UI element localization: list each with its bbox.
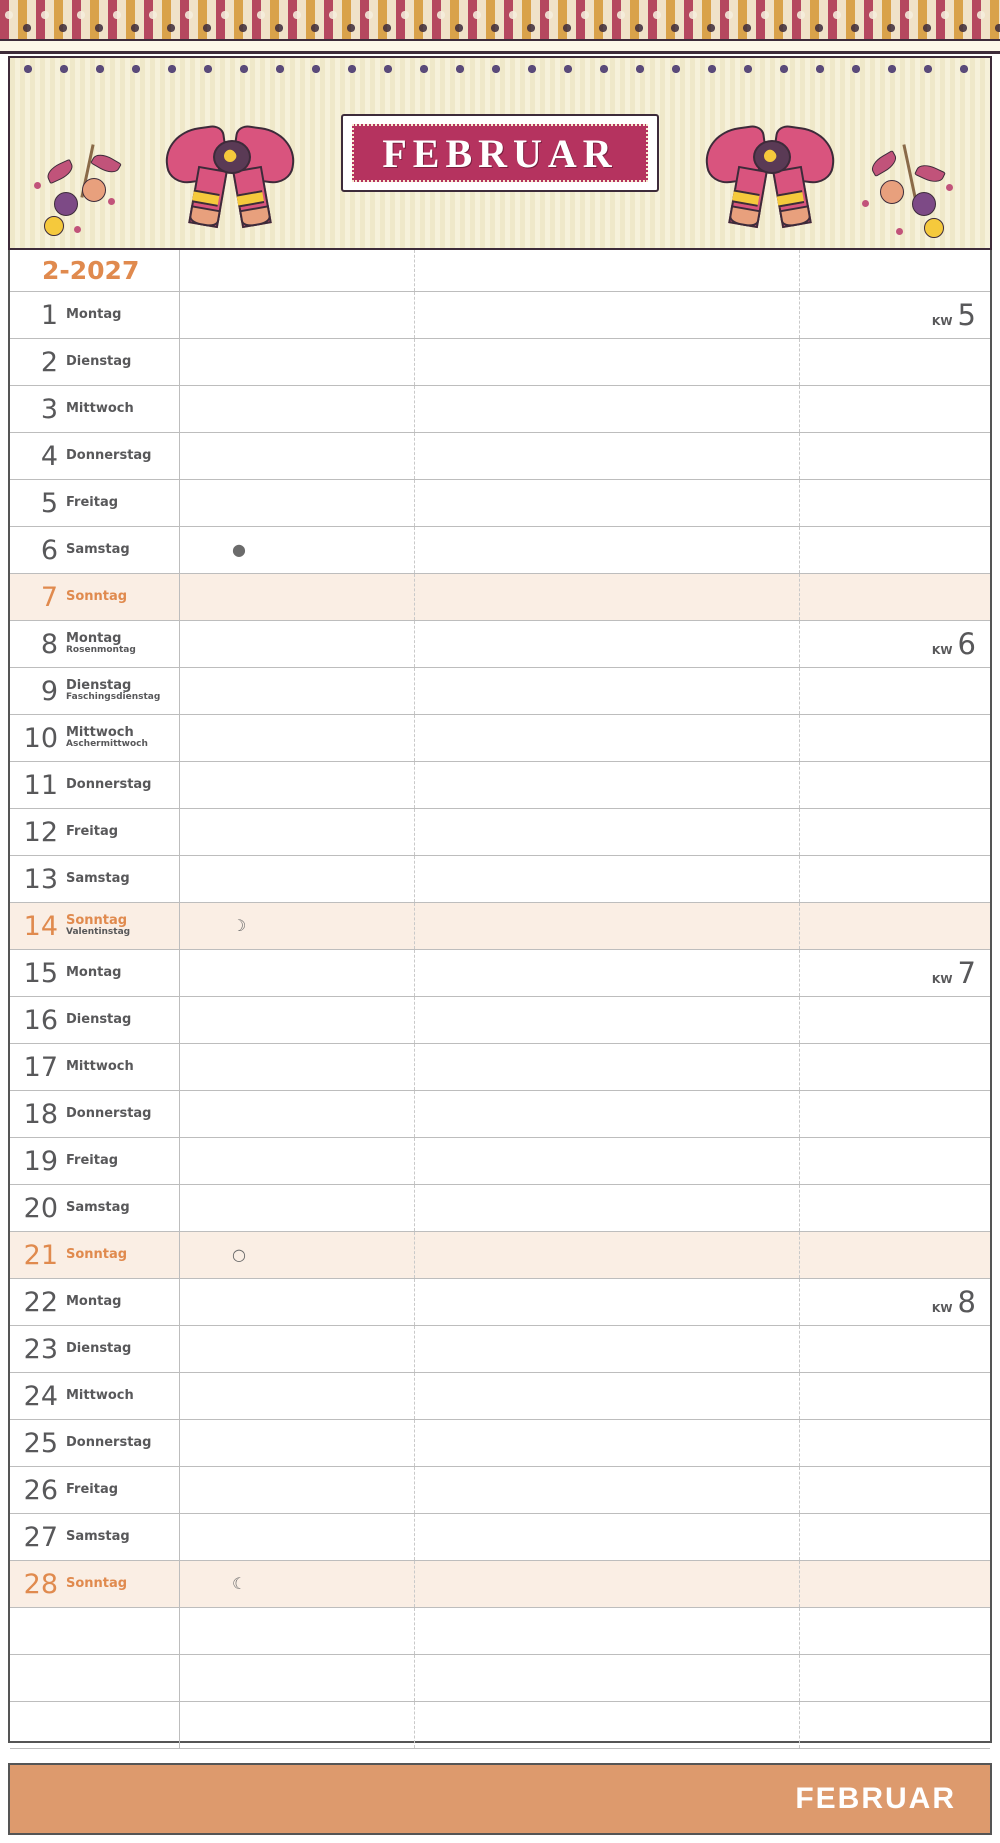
weekday-label: Mittwoch <box>66 1059 134 1075</box>
day-row <box>10 574 990 621</box>
notes-column-1[interactable] <box>180 1467 415 1513</box>
day-cell <box>10 1279 180 1325</box>
day-number: 21 <box>23 1239 58 1271</box>
day-number: 4 <box>40 440 58 472</box>
notes-column-2[interactable] <box>415 1044 800 1090</box>
day-number: 23 <box>23 1333 58 1365</box>
notes-column-3[interactable] <box>800 809 990 855</box>
notes-column-3[interactable] <box>800 1091 990 1137</box>
notes-column-3[interactable] <box>800 1420 990 1466</box>
day-number: 5 <box>40 487 58 519</box>
day-cell <box>10 1702 180 1748</box>
weekday-label: Montag <box>66 631 122 647</box>
notes-column-2[interactable] <box>415 339 800 385</box>
day-labels <box>66 590 127 604</box>
wave-divider <box>0 39 1000 51</box>
notes-column-2[interactable] <box>415 1514 800 1560</box>
weekday-label: Dienstag <box>66 1341 132 1357</box>
day-number: 28 <box>23 1568 58 1600</box>
day-row <box>10 1326 990 1373</box>
day-number: 15 <box>23 957 58 989</box>
blank-row <box>10 1608 990 1655</box>
notes-column-3[interactable] <box>800 339 990 385</box>
day-cell <box>10 292 180 338</box>
weekday-label: Montag <box>66 1294 122 1310</box>
day-cell <box>10 1373 180 1419</box>
day-cell <box>10 386 180 432</box>
notes-column-1[interactable] <box>180 292 415 338</box>
weekday-label: Donnerstag <box>66 1106 152 1122</box>
day-cell <box>10 339 180 385</box>
notes-column-2[interactable] <box>415 668 800 714</box>
day-cell <box>10 715 180 761</box>
floral-left-icon <box>30 134 150 244</box>
day-row <box>10 997 990 1044</box>
week-number-value: 6 <box>957 627 976 661</box>
notes-column-3[interactable] <box>800 1608 990 1654</box>
weekday-label: Freitag <box>66 1482 119 1498</box>
notes-column-3[interactable] <box>800 1467 990 1513</box>
day-number: 10 <box>23 722 58 754</box>
day-labels <box>66 778 152 792</box>
notes-column-2[interactable] <box>415 1138 800 1184</box>
week-number-prefix: KW <box>931 644 953 657</box>
week-number-prefix: KW <box>931 1302 953 1315</box>
notes-column-3[interactable] <box>800 1702 990 1748</box>
weekday-label: Samstag <box>66 1200 130 1216</box>
weekday-label: Samstag <box>66 871 130 887</box>
weekday-label: Sonntag <box>66 913 128 929</box>
day-number: 11 <box>23 769 58 801</box>
weekday-label: Sonntag <box>66 1576 128 1592</box>
day-cell <box>10 574 180 620</box>
notes-column-2[interactable] <box>415 1373 800 1419</box>
day-cell <box>10 1561 180 1607</box>
notes-column-3[interactable] <box>800 762 990 808</box>
notes-column-2[interactable] <box>415 1326 800 1372</box>
day-number: 22 <box>23 1286 58 1318</box>
holiday-label: Valentinstag <box>66 927 131 938</box>
notes-column-1[interactable] <box>180 574 415 620</box>
year-label: 2-2027 <box>42 256 140 285</box>
notes-column-1[interactable] <box>180 1279 415 1325</box>
notes-column-2[interactable] <box>415 527 800 573</box>
day-number: 18 <box>23 1098 58 1130</box>
day-labels <box>66 1342 131 1356</box>
holiday-label: Faschingsdienstag <box>66 692 161 703</box>
day-row <box>10 809 990 856</box>
notes-column-1[interactable] <box>180 1514 415 1560</box>
day-cell <box>10 1232 180 1278</box>
day-labels <box>66 1107 152 1121</box>
day-cell <box>10 1420 180 1466</box>
day-labels <box>66 679 160 702</box>
day-cell <box>10 1655 180 1701</box>
notes-column-3[interactable] <box>800 903 990 949</box>
notes-column-3[interactable] <box>800 1655 990 1701</box>
year-cell <box>10 250 180 291</box>
day-number: 13 <box>23 863 58 895</box>
day-labels <box>66 1248 127 1262</box>
weekday-label: Donnerstag <box>66 1435 152 1451</box>
notes-column-2[interactable] <box>415 809 800 855</box>
notes-column-3[interactable] <box>800 1138 990 1184</box>
notes-column-3[interactable] <box>800 1044 990 1090</box>
weekday-label: Dienstag <box>66 678 132 694</box>
day-labels <box>66 1577 127 1591</box>
moon-phase-icon: ☾ <box>232 1574 247 1593</box>
day-cell <box>10 1185 180 1231</box>
day-row <box>10 856 990 903</box>
week-number <box>932 298 976 332</box>
day-row <box>10 715 990 762</box>
notes-column-2[interactable] <box>415 950 800 996</box>
notes-column-3[interactable] <box>800 480 990 526</box>
notes-column-1[interactable] <box>180 1655 415 1701</box>
notes-column-1[interactable] <box>180 433 415 479</box>
day-cell <box>10 1608 180 1654</box>
day-labels <box>66 914 130 937</box>
notes-column-3[interactable] <box>800 292 990 338</box>
day-labels <box>66 1201 130 1215</box>
notes-column-2[interactable] <box>415 1420 800 1466</box>
weekday-label: Dienstag <box>66 1012 132 1028</box>
moon-phase-icon: ● <box>232 540 246 559</box>
notes-column-2[interactable] <box>415 1655 800 1701</box>
grid-header-row <box>10 250 990 292</box>
day-labels <box>66 825 118 839</box>
day-labels <box>66 1013 131 1027</box>
floral-right-icon <box>850 134 970 244</box>
notes-column-2[interactable] <box>415 621 800 667</box>
notes-column-1[interactable] <box>180 997 415 1043</box>
notes-column-2[interactable] <box>415 856 800 902</box>
day-number: 20 <box>23 1192 58 1224</box>
notes-column-1[interactable] <box>180 1373 415 1419</box>
weekday-label: Donnerstag <box>66 448 152 464</box>
day-row <box>10 1467 990 1514</box>
notes-column-1[interactable] <box>180 903 415 949</box>
week-number <box>932 627 976 661</box>
notes-column-2[interactable] <box>415 480 800 526</box>
notes-column-3[interactable] <box>800 386 990 432</box>
day-labels <box>66 308 121 322</box>
day-number: 3 <box>40 393 58 425</box>
weekday-label: Donnerstag <box>66 777 152 793</box>
day-labels <box>66 1530 130 1544</box>
day-number: 16 <box>23 1004 58 1036</box>
day-number: 6 <box>40 534 58 566</box>
month-header-banner <box>8 56 992 250</box>
notes-column-1[interactable] <box>180 250 415 291</box>
purple-dot-row-icon <box>10 62 990 76</box>
holiday-label: Aschermittwoch <box>66 739 148 750</box>
notes-column-3[interactable] <box>800 997 990 1043</box>
footer-bar <box>8 1763 992 1835</box>
day-labels <box>66 726 148 749</box>
notes-column-3[interactable] <box>800 950 990 996</box>
top-decorative-border <box>0 0 1000 54</box>
day-labels <box>66 966 121 980</box>
day-labels <box>66 1154 118 1168</box>
moon-phase-icon: ○ <box>232 1245 246 1264</box>
day-number: 26 <box>23 1474 58 1506</box>
week-number-value: 8 <box>957 1285 976 1319</box>
notes-column-2[interactable] <box>415 433 800 479</box>
day-labels <box>66 1436 152 1450</box>
day-number: 19 <box>23 1145 58 1177</box>
notes-column-1[interactable] <box>180 527 415 573</box>
notes-column-2[interactable] <box>415 1561 800 1607</box>
day-row <box>10 1420 990 1467</box>
notes-column-2[interactable] <box>415 1467 800 1513</box>
week-number <box>932 1285 976 1319</box>
month-title-plate <box>341 114 659 192</box>
notes-column-3[interactable] <box>800 856 990 902</box>
day-row <box>10 621 990 668</box>
day-row <box>10 1138 990 1185</box>
notes-column-2[interactable] <box>415 292 800 338</box>
notes-column-1[interactable] <box>180 1702 415 1748</box>
notes-column-2[interactable] <box>415 903 800 949</box>
day-labels <box>66 1295 121 1309</box>
day-number: 9 <box>40 675 58 707</box>
day-labels <box>66 496 118 510</box>
bow-right-icon <box>705 128 835 224</box>
weekday-label: Montag <box>66 307 122 323</box>
day-cell <box>10 433 180 479</box>
notes-column-3[interactable] <box>800 574 990 620</box>
weekday-label: Sonntag <box>66 1247 128 1263</box>
day-row <box>10 1091 990 1138</box>
notes-column-3[interactable] <box>800 433 990 479</box>
notes-column-1[interactable] <box>180 1138 415 1184</box>
weekday-label: Dienstag <box>66 354 132 370</box>
notes-column-1[interactable] <box>180 1326 415 1372</box>
day-number: 2 <box>40 346 58 378</box>
day-row <box>10 527 990 574</box>
day-number: 27 <box>23 1521 58 1553</box>
notes-column-1[interactable] <box>180 386 415 432</box>
notes-column-2[interactable] <box>415 762 800 808</box>
day-cell <box>10 527 180 573</box>
notes-column-3[interactable] <box>800 621 990 667</box>
day-labels <box>66 1060 134 1074</box>
day-row <box>10 1561 990 1608</box>
day-cell <box>10 1091 180 1137</box>
notes-column-1[interactable] <box>180 1232 415 1278</box>
day-row <box>10 762 990 809</box>
notes-column-1[interactable] <box>180 856 415 902</box>
notes-column-3[interactable] <box>800 250 990 291</box>
day-labels <box>66 402 134 416</box>
week-number <box>932 956 976 990</box>
notes-column-3[interactable] <box>800 668 990 714</box>
notes-column-3[interactable] <box>800 1279 990 1325</box>
day-labels <box>66 449 152 463</box>
weekday-label: Montag <box>66 965 122 981</box>
calendar-grid <box>8 250 992 1743</box>
day-cell <box>10 950 180 996</box>
notes-column-1[interactable] <box>180 762 415 808</box>
notes-column-1[interactable] <box>180 339 415 385</box>
day-number: 25 <box>23 1427 58 1459</box>
day-cell <box>10 1044 180 1090</box>
day-row <box>10 668 990 715</box>
day-row <box>10 386 990 433</box>
day-labels <box>66 1389 134 1403</box>
notes-column-1[interactable] <box>180 715 415 761</box>
notes-column-1[interactable] <box>180 1185 415 1231</box>
day-cell <box>10 1514 180 1560</box>
notes-column-1[interactable] <box>180 809 415 855</box>
day-cell <box>10 903 180 949</box>
notes-column-3[interactable] <box>800 1326 990 1372</box>
bow-left-icon <box>165 128 295 224</box>
day-labels <box>66 1483 118 1497</box>
day-number: 17 <box>23 1051 58 1083</box>
day-labels <box>66 355 131 369</box>
day-labels <box>66 872 130 886</box>
notes-column-2[interactable] <box>415 1702 800 1748</box>
notes-column-1[interactable] <box>180 1091 415 1137</box>
notes-column-3[interactable] <box>800 1561 990 1607</box>
weekday-label: Freitag <box>66 824 119 840</box>
dot-pattern-icon <box>0 6 1000 32</box>
day-cell <box>10 997 180 1043</box>
notes-column-2[interactable] <box>415 715 800 761</box>
day-labels <box>66 543 130 557</box>
notes-column-2[interactable] <box>415 1091 800 1137</box>
notes-column-3[interactable] <box>800 1185 990 1231</box>
week-number-prefix: KW <box>931 973 953 986</box>
notes-column-1[interactable] <box>180 1561 415 1607</box>
notes-column-2[interactable] <box>415 250 800 291</box>
notes-column-2[interactable] <box>415 997 800 1043</box>
week-number-value: 5 <box>957 298 976 332</box>
day-row <box>10 1373 990 1420</box>
day-cell <box>10 1326 180 1372</box>
day-row <box>10 950 990 997</box>
notes-column-2[interactable] <box>415 386 800 432</box>
notes-column-1[interactable] <box>180 621 415 667</box>
day-row <box>10 480 990 527</box>
page-title: FEBRUAR <box>382 130 618 176</box>
day-labels <box>66 632 136 655</box>
notes-column-2[interactable] <box>415 1608 800 1654</box>
day-cell <box>10 762 180 808</box>
day-cell <box>10 621 180 667</box>
day-cell <box>10 1467 180 1513</box>
day-row <box>10 1185 990 1232</box>
day-row <box>10 1044 990 1091</box>
notes-column-2[interactable] <box>415 1279 800 1325</box>
day-number: 8 <box>40 628 58 660</box>
footer-month-label: FEBRUAR <box>795 1782 956 1815</box>
blank-row <box>10 1655 990 1702</box>
day-number: 12 <box>23 816 58 848</box>
weekday-label: Mittwoch <box>66 401 134 417</box>
notes-column-3[interactable] <box>800 1373 990 1419</box>
day-number: 7 <box>40 581 58 613</box>
notes-column-1[interactable] <box>180 950 415 996</box>
day-number: 14 <box>23 910 58 942</box>
week-number-prefix: KW <box>931 315 953 328</box>
day-number: 24 <box>23 1380 58 1412</box>
day-row <box>10 1279 990 1326</box>
day-cell <box>10 856 180 902</box>
day-row <box>10 292 990 339</box>
notes-column-2[interactable] <box>415 1232 800 1278</box>
weekday-label: Mittwoch <box>66 1388 134 1404</box>
week-number-value: 7 <box>957 956 976 990</box>
weekday-label: Sonntag <box>66 589 128 605</box>
day-row <box>10 903 990 950</box>
notes-column-1[interactable] <box>180 1044 415 1090</box>
notes-column-1[interactable] <box>180 480 415 526</box>
weekday-label: Freitag <box>66 495 119 511</box>
day-cell <box>10 480 180 526</box>
holiday-label: Rosenmontag <box>66 645 136 656</box>
notes-column-3[interactable] <box>800 1232 990 1278</box>
day-row <box>10 339 990 386</box>
notes-column-2[interactable] <box>415 574 800 620</box>
weekday-label: Mittwoch <box>66 725 134 741</box>
notes-column-1[interactable] <box>180 1608 415 1654</box>
day-row <box>10 1232 990 1279</box>
notes-column-3[interactable] <box>800 1514 990 1560</box>
day-cell <box>10 809 180 855</box>
notes-column-1[interactable] <box>180 1420 415 1466</box>
notes-column-2[interactable] <box>415 1185 800 1231</box>
moon-phase-icon: ☽ <box>232 916 247 935</box>
notes-column-3[interactable] <box>800 715 990 761</box>
weekday-label: Samstag <box>66 542 130 558</box>
notes-column-1[interactable] <box>180 668 415 714</box>
blank-row <box>10 1702 990 1749</box>
day-cell <box>10 668 180 714</box>
day-number: 1 <box>40 299 58 331</box>
weekday-label: Samstag <box>66 1529 130 1545</box>
day-cell <box>10 1138 180 1184</box>
day-row <box>10 433 990 480</box>
day-row <box>10 1514 990 1561</box>
weekday-label: Freitag <box>66 1153 119 1169</box>
notes-column-3[interactable] <box>800 527 990 573</box>
